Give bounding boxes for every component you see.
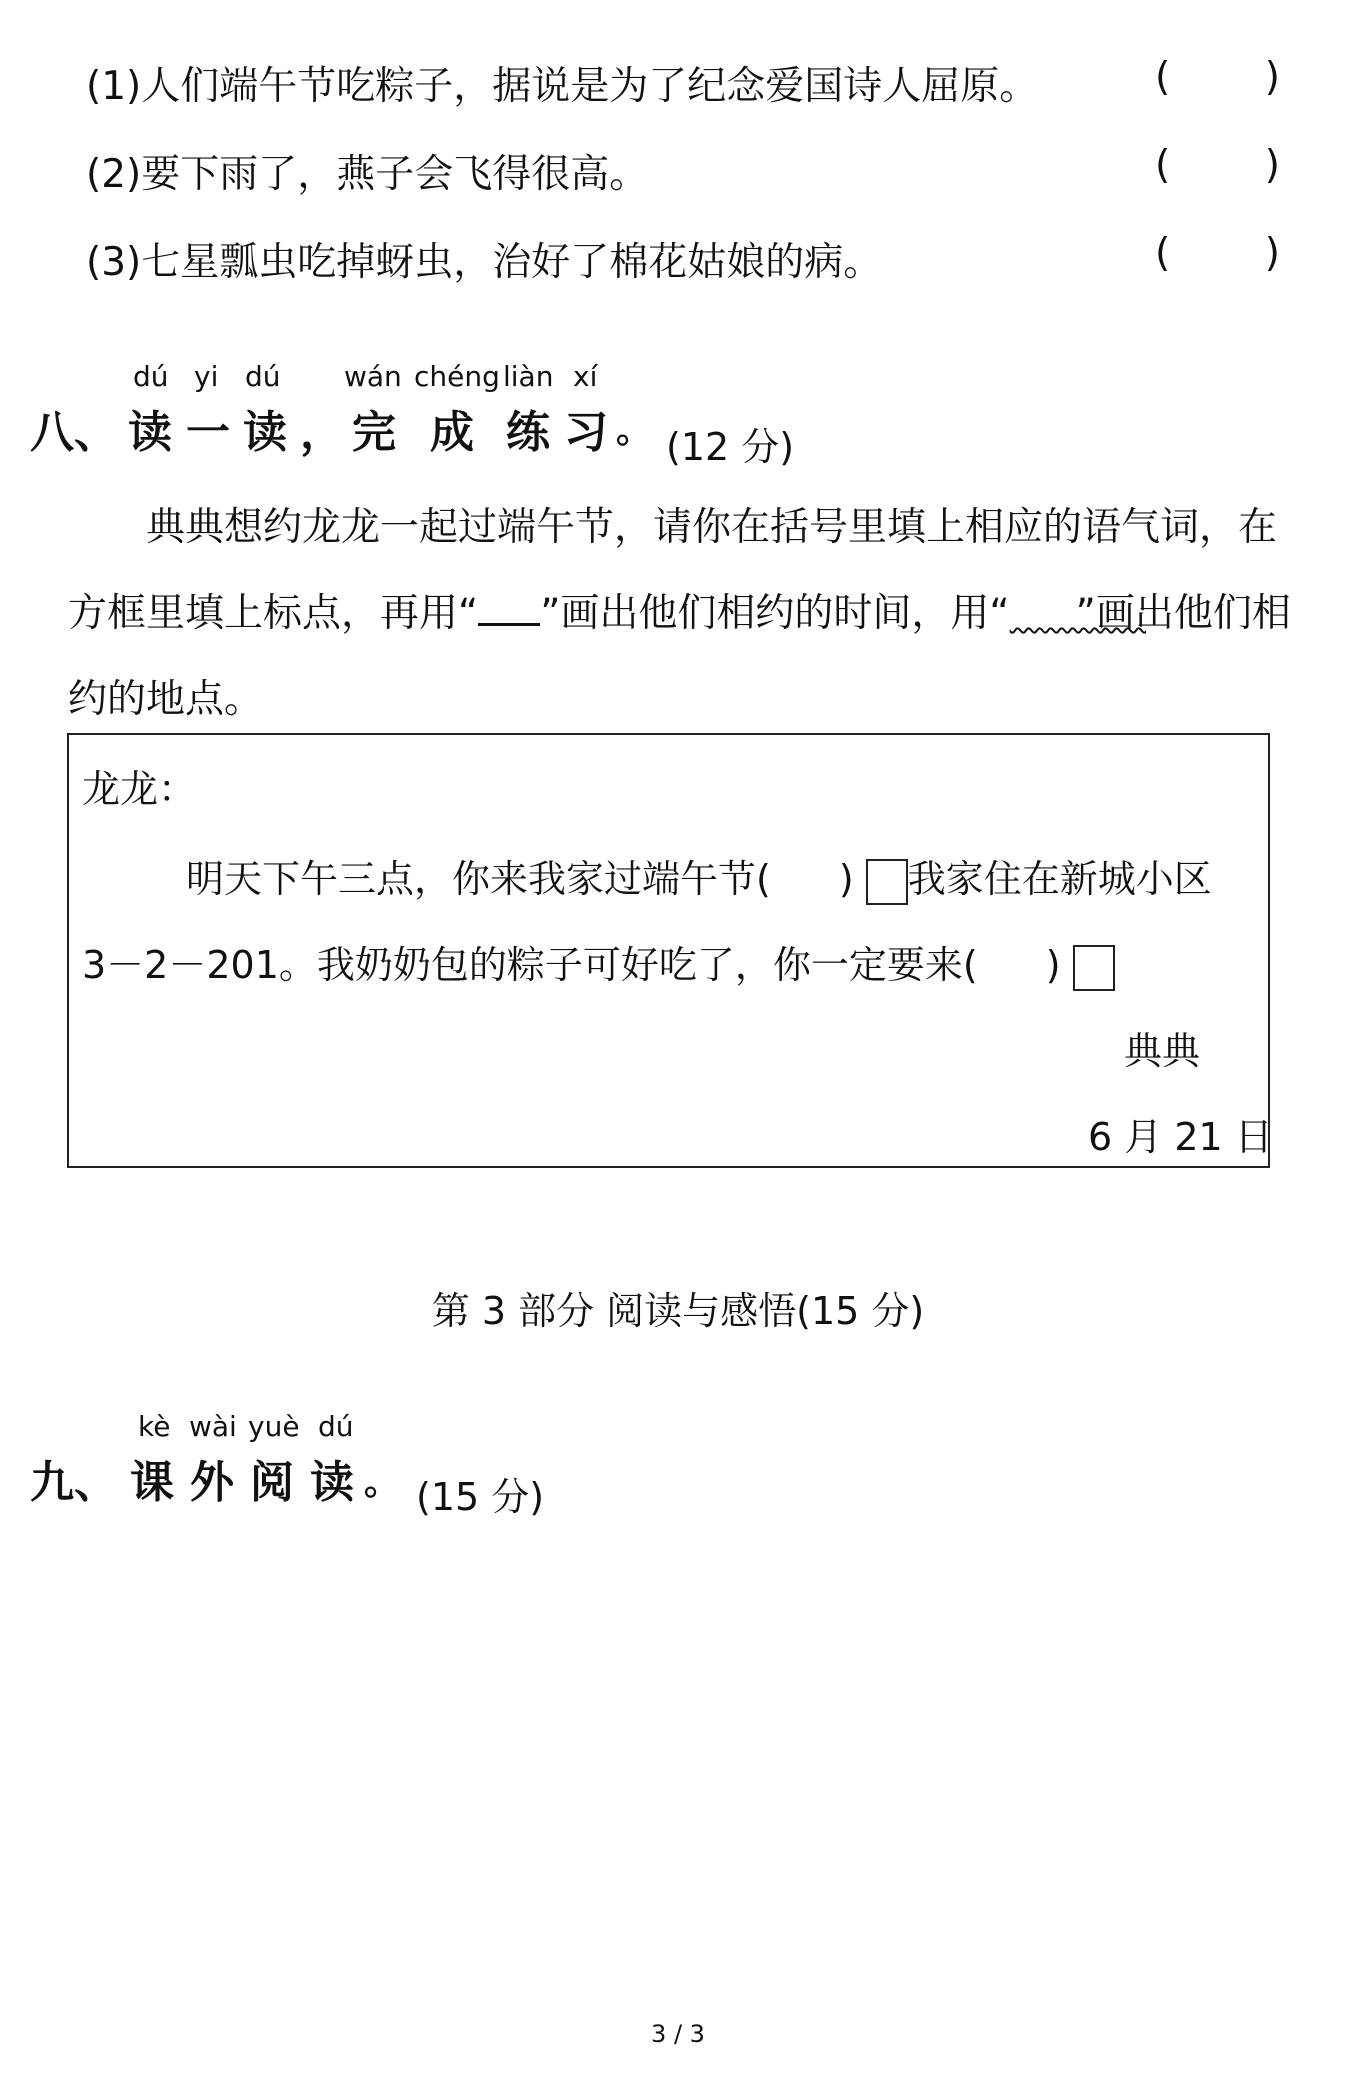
heading-char: 读 — [128, 407, 172, 458]
letter-signature: 典典 — [1124, 1029, 1201, 1073]
section-number: 八、 — [30, 407, 118, 458]
heading-char: 成 — [430, 407, 474, 458]
instruction-text: ”画出他们相 — [1075, 591, 1291, 636]
letter-text: 我家住在新城小区 — [907, 857, 1212, 901]
heading-char: ， — [300, 407, 344, 458]
heading-char: 一 — [186, 407, 230, 458]
instruction-text: ”画出他们相约的时间，用“ — [540, 591, 1010, 636]
pinyin: dú — [133, 360, 169, 393]
paren-left: ( — [1155, 55, 1171, 100]
letter-line-2 — [82, 934, 1115, 991]
punctuation-box[interactable] — [866, 859, 908, 905]
part-3-title: 第 3 部分 阅读与感悟(15 分) — [431, 1289, 925, 1333]
section-score: (12 分) — [666, 425, 795, 469]
pinyin: dú — [245, 360, 281, 393]
wavy-underline-sample — [1010, 591, 1076, 617]
letter-text: 明天下午三点，你来我家过端午节( — [186, 857, 771, 901]
heading-char: 练 — [506, 407, 550, 458]
pinyin: kè — [138, 1410, 171, 1443]
heading-char: 读 — [310, 1457, 354, 1508]
heading-char: 。 — [616, 410, 653, 451]
heading-char: 外 — [190, 1457, 234, 1508]
pinyin: wán — [344, 360, 402, 393]
judge-item-2: (2)要下雨了，燕子会飞得很高。 — [86, 152, 649, 197]
heading-char: 课 — [130, 1457, 174, 1508]
letter-date: 6 月 21 日 — [1088, 1115, 1273, 1159]
section-number: 九、 — [30, 1457, 118, 1508]
heading-char: 习 — [564, 407, 608, 458]
pinyin: xí — [573, 360, 598, 393]
instruction-line-2 — [68, 582, 1291, 638]
pinyin: wài — [189, 1410, 237, 1443]
pinyin: liàn — [503, 360, 554, 393]
pinyin: chéng — [414, 360, 500, 393]
paren-left: ( — [1155, 231, 1171, 276]
instruction-line-3: 约的地点。 — [68, 677, 264, 722]
heading-char: 阅 — [250, 1457, 294, 1508]
judge-item-1: (1)人们端午节吃粽子，据说是为了纪念爱国诗人屈原。 — [86, 64, 1039, 109]
letter-line-1 — [186, 848, 1212, 905]
pinyin: dú — [318, 1410, 354, 1443]
paren-left: ( — [1155, 143, 1171, 188]
section-score: (15 分) — [416, 1475, 545, 1519]
heading-char: 读 — [243, 407, 287, 458]
letter-text: ) — [1045, 943, 1061, 987]
heading-char: 完 — [352, 407, 396, 458]
paren-right: ) — [1264, 143, 1280, 188]
page-number: 3 / 3 — [651, 2020, 705, 2048]
instruction-line-1: 典典想约龙龙一起过端午节，请你在括号里填上相应的语气词，在 — [146, 505, 1278, 550]
letter-text: ) — [838, 857, 854, 901]
paren-right: ) — [1264, 55, 1280, 100]
straight-underline-sample — [478, 597, 540, 626]
instruction-text: 方框里填上标点，再用“ — [68, 591, 479, 636]
letter-text: 3－2－201。我奶奶包的粽子可好吃了，你一定要来( — [82, 943, 978, 987]
judge-item-3: (3)七星瓢虫吃掉蚜虫，治好了棉花姑娘的病。 — [86, 240, 883, 285]
pinyin: yuè — [248, 1410, 300, 1443]
heading-char: 。 — [364, 1462, 401, 1503]
pinyin: yi — [194, 360, 219, 393]
paren-right: ) — [1264, 231, 1280, 276]
letter-salutation: 龙龙： — [82, 767, 197, 811]
punctuation-box[interactable] — [1073, 945, 1115, 991]
